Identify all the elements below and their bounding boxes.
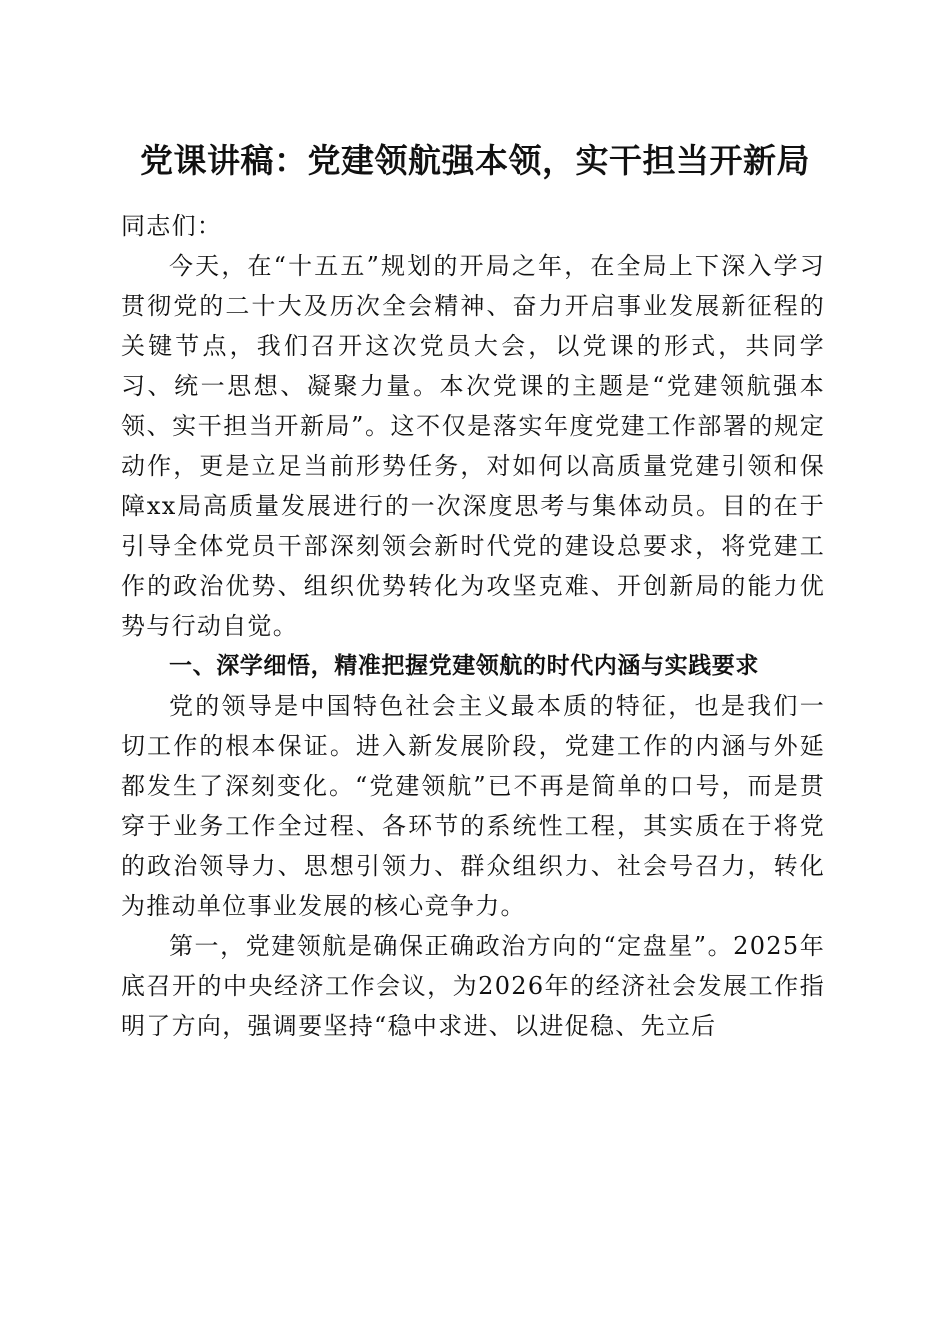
paragraph-section-intro: 党的领导是中国特色社会主义最本质的特征，也是我们一切工作的根本保证。进入新发展阶段，党建工作的内涵与外延都发生了深刻变化。“党建领航”已不再是简单的口号，而是贯穿于业务工作全过程、各环节的系统性工程，其实质在于将党的政治领导力、思想引领力、群众组织力、社会号召力，转化为推动单位事业发展的核心竞争力。: [121, 692, 825, 920]
document-title: 党课讲稿：党建领航强本领，实干担当开新局: [140, 141, 810, 180]
document-body: [121, 206, 825, 1046]
section-heading: 一、深学细悟，精准把握党建领航的时代内涵与实践要求: [169, 653, 759, 679]
paragraph-intro: 今天，在“十五五”规划的开局之年，在全局上下深入学习贯彻党的二十大及历次全会精神、奋力开启事业发展新征程的关键节点，我们召开这次党员大会，以党课的形式，共同学习、统一思想、凝聚力量。本次党课的主题是“党建领航强本领、实干担当开新局”。这不仅是落实年度党建工作部署的规定动作，更是立足当前形势任务，对如何以高质量党建引领和保障xx局高质量发展进行的一次深度思考与集体动员。目的在于引导全体党员干部深刻领会新时代党的建设总要求，将党建工作的政治优势、组织优势转化为攻坚克难、开创新局的能力优势与行动自觉。: [121, 252, 825, 640]
paragraph-first-point: 第一，党建领航是确保正确政治方向的“定盘星”。2025年底召开的中央经济工作会议，为2026年的经济社会发展工作指明了方向，强调要坚持“稳中求进、以进促稳、先立后: [121, 932, 825, 1040]
greeting: 同志们：: [121, 212, 223, 240]
